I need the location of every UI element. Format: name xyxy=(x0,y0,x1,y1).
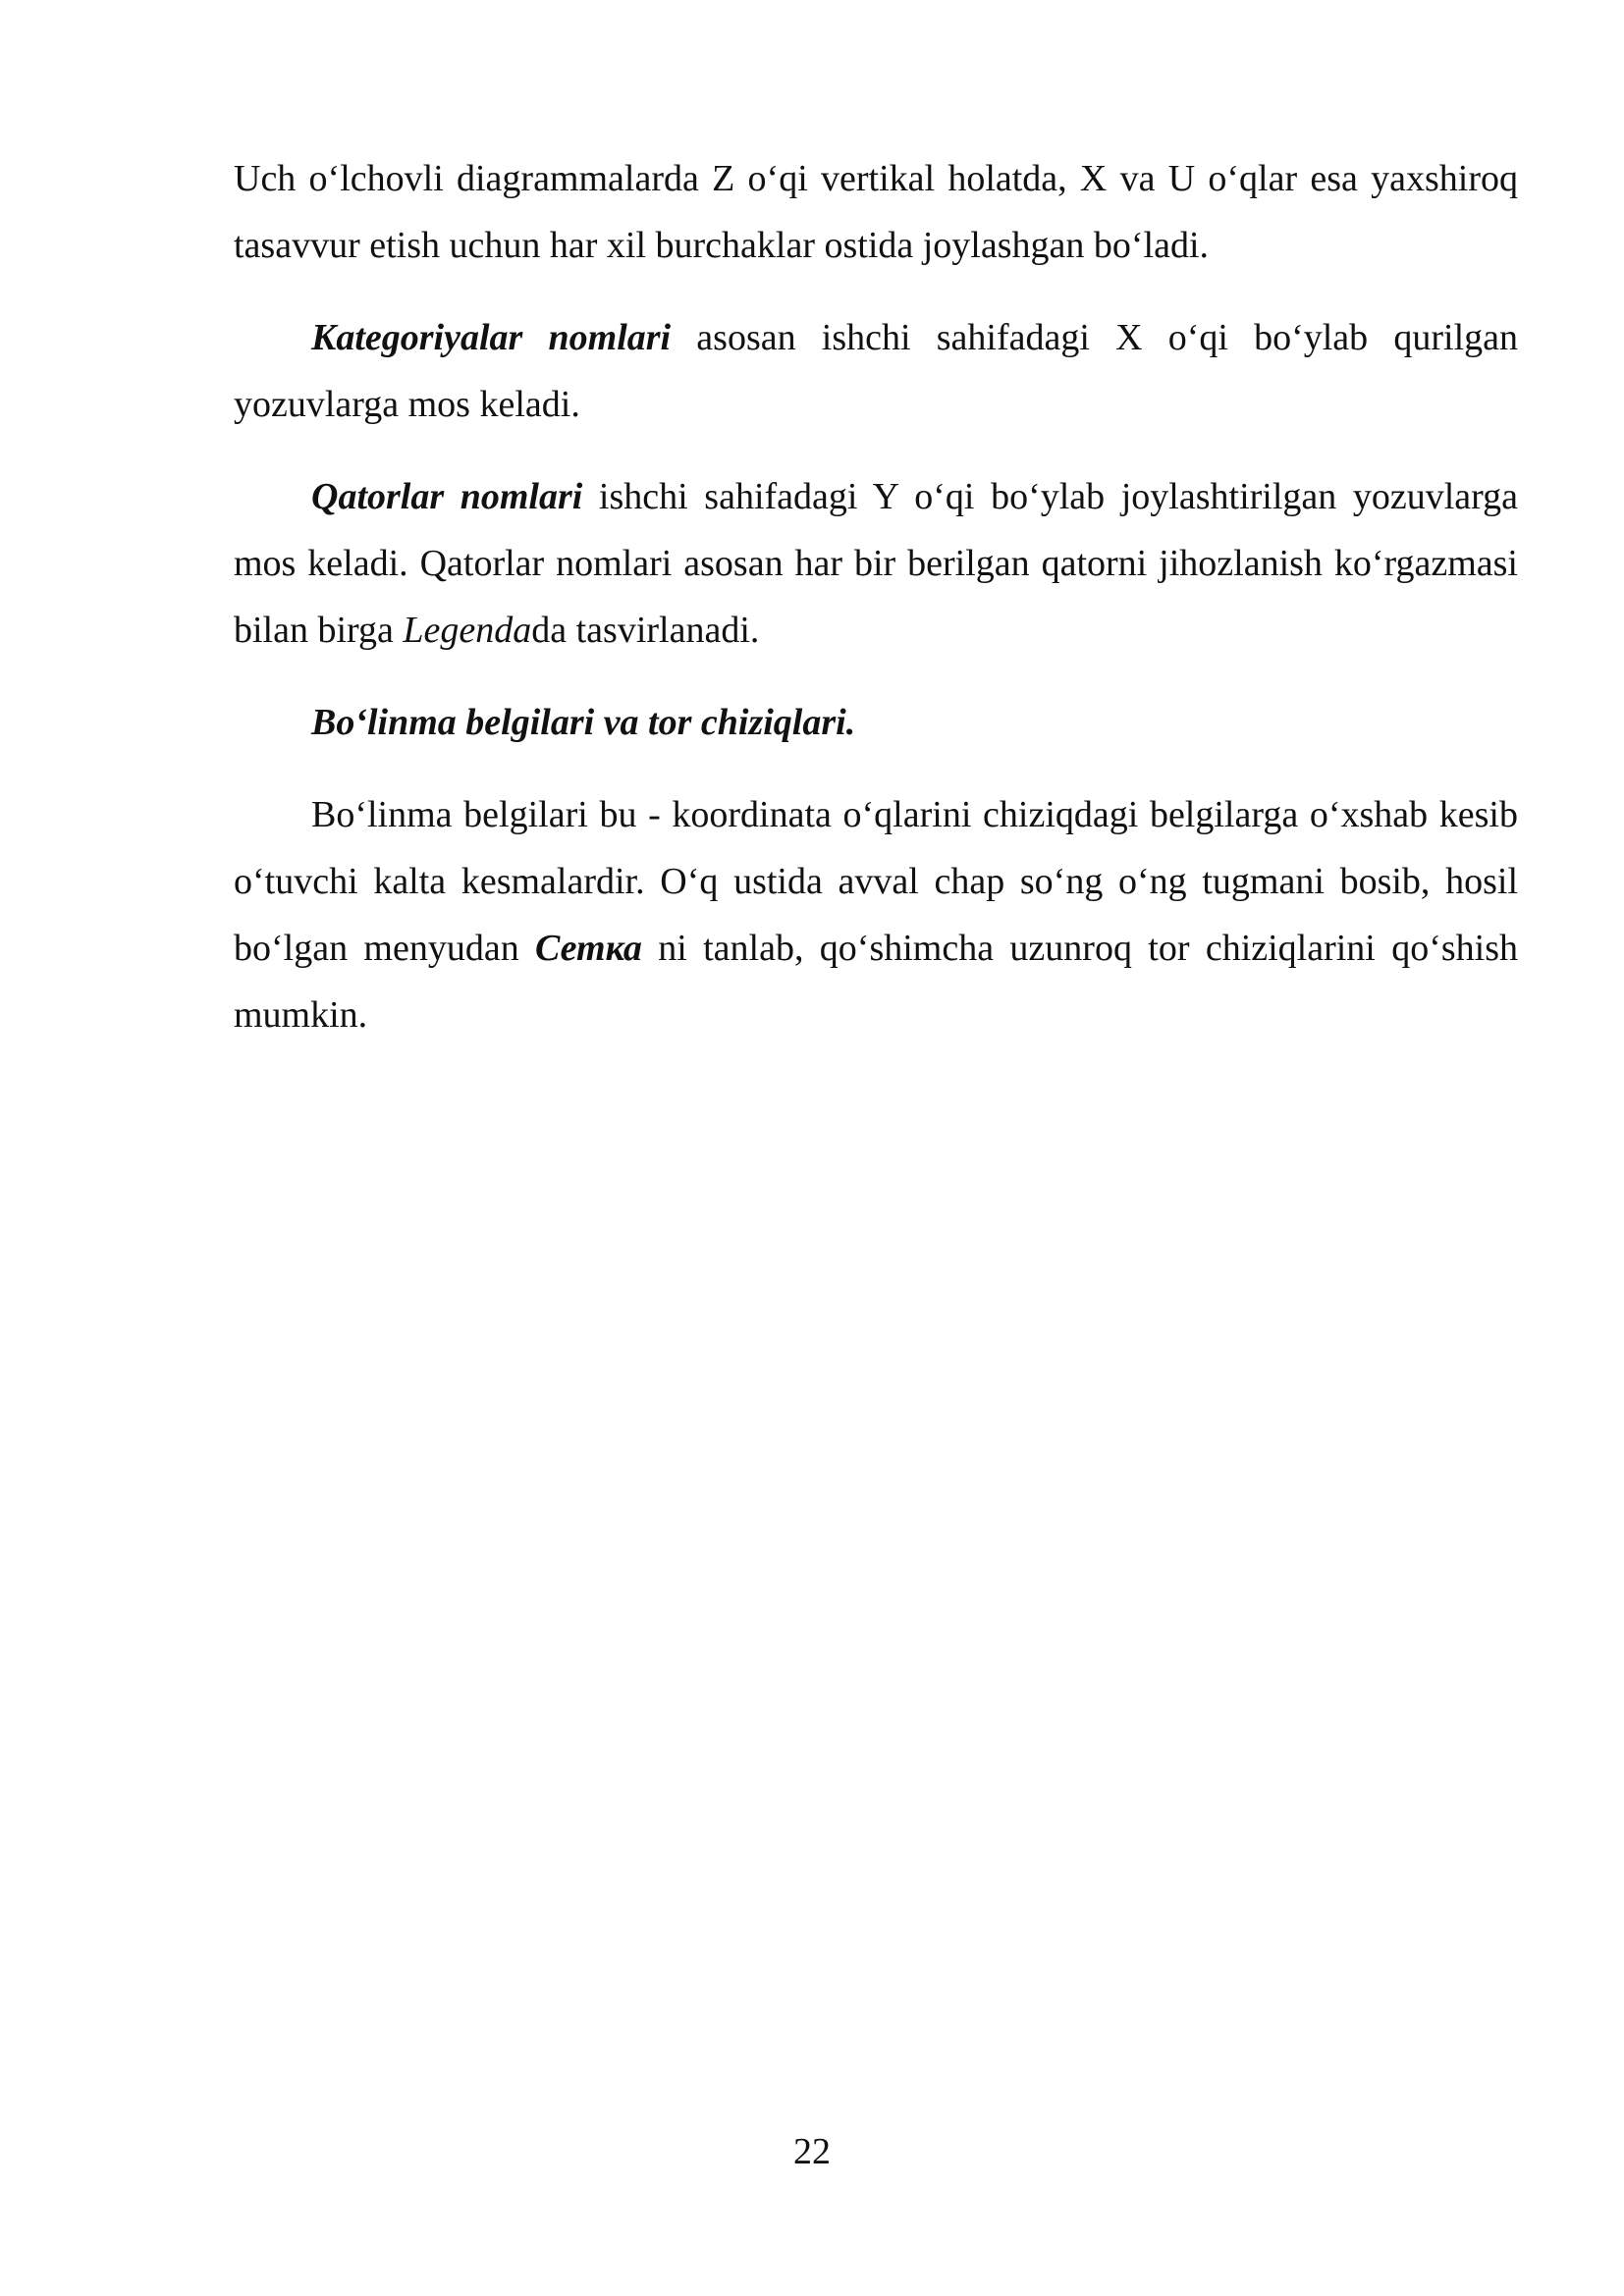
page-body xyxy=(234,145,1518,1048)
section-heading xyxy=(234,689,1518,756)
paragraph-text: da tasvirlanadi. xyxy=(531,610,760,651)
paragraph-category-names xyxy=(234,304,1518,438)
paragraph-text: Bo‘linma belgilari bu - koordinata o‘qlarini chiziqdagi belgilarga o‘xshab kesib o‘tuvchi kalta kesmalardir. O‘q ustida avval chap so‘ng o‘ng tugmani bosib, hosil bo‘lgan menyudan xyxy=(234,794,1518,969)
term-row-names: Qatorlar nomlari xyxy=(311,476,583,517)
paragraph-3d-axes xyxy=(234,145,1518,279)
paragraph-tick-marks xyxy=(234,781,1518,1048)
paragraph-text: ishchi sahifadagi Y o‘qi bo‘ylab joylashtirilgan yozuvlarga mos keladi. Qatorlar nomlari asosan har bir berilgan qatorni jihozlanish ko‘rgazmasi bilan birga xyxy=(234,476,1518,651)
term-category-names: Kategoriyalar nomlari xyxy=(311,317,672,358)
paragraph-text: ni tanlab, qo‘shimcha uzunroq tor chiziqlarini qo‘shish mumkin. xyxy=(234,928,1518,1036)
heading-text: Bo‘linma belgilari va tor chiziqlari. xyxy=(311,702,856,743)
term-legend: Legenda xyxy=(403,610,532,651)
term-setka: Сетка xyxy=(535,928,642,969)
paragraph-row-names xyxy=(234,463,1518,664)
paragraph-text: asosan ishchi sahifadagi X o‘qi bo‘ylab qurilgan yozuvlarga mos keladi. xyxy=(234,317,1518,425)
page-number: 22 xyxy=(793,2131,831,2172)
paragraph-text: Uch o‘lchovli diagrammalarda Z o‘qi vertikal holatda, X va U o‘qlar esa yaxshiroq tasavvur etish uchun har xil burchaklar ostida joylashgan bo‘ladi. xyxy=(234,158,1518,266)
